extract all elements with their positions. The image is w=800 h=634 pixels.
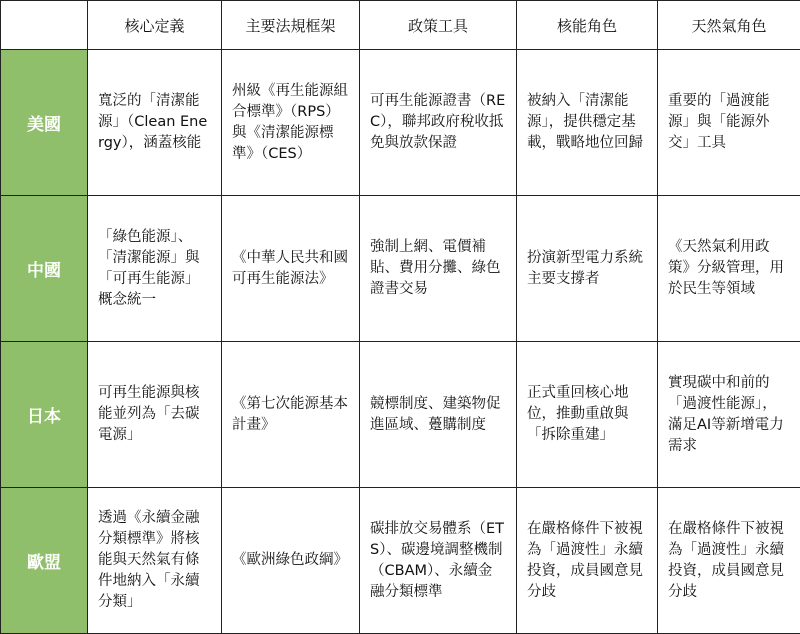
cell-legal-framework: 《第七次能源基本計畫》	[222, 342, 360, 488]
region-label: 歐盟	[1, 488, 88, 634]
cell-legal-framework: 《中華人民共和國可再生能源法》	[222, 196, 360, 342]
region-label: 日本	[1, 342, 88, 488]
header-legal-framework: 主要法規框架	[222, 1, 360, 50]
header-row	[1, 1, 800, 50]
region-label: 美國	[1, 50, 88, 196]
cell-policy-tools: 碳排放交易體系（ETS）、碳邊境調整機制（CBAM）、永續金融分類標準	[360, 488, 517, 634]
cell-core-definition: 寬泛的「清潔能源」（Clean Energy），涵蓋核能	[88, 50, 222, 196]
cell-legal-framework: 《歐洲綠色政綱》	[222, 488, 360, 634]
cell-nuclear-role: 扮演新型電力系統主要支撐者	[517, 196, 658, 342]
cell-core-definition: 透過《永續金融分類標準》將核能與天然氣有條件地納入「永續分類」	[88, 488, 222, 634]
cell-gas-role: 實現碳中和前的「過渡性能源」，滿足AI等新增電力需求	[658, 342, 800, 488]
cell-gas-role: 《天然氣利用政策》分級管理，用於民生等領域	[658, 196, 800, 342]
cell-policy-tools: 競標制度、建築物促進區域、躉購制度	[360, 342, 517, 488]
table-row	[1, 196, 800, 342]
table-row	[1, 50, 800, 196]
header-policy-tools: 政策工具	[360, 1, 517, 50]
cell-policy-tools: 強制上網、電價補貼、費用分攤、綠色證書交易	[360, 196, 517, 342]
cell-core-definition: 「綠色能源」、「清潔能源」與「可再生能源」概念統一	[88, 196, 222, 342]
cell-gas-role: 在嚴格條件下被視為「過渡性」永續投資，成員國意見分歧	[658, 488, 800, 634]
cell-legal-framework: 州級《再生能源組合標準》（RPS）與《清潔能源標準》（CES）	[222, 50, 360, 196]
header-gas-role: 天然氣角色	[658, 1, 800, 50]
table-row	[1, 342, 800, 488]
cell-nuclear-role: 在嚴格條件下被視為「過渡性」永續投資，成員國意見分歧	[517, 488, 658, 634]
header-core-definition: 核心定義	[88, 1, 222, 50]
region-label: 中國	[1, 196, 88, 342]
table-header	[1, 1, 800, 50]
table-body	[1, 50, 800, 634]
header-corner	[1, 1, 88, 50]
cell-nuclear-role: 被納入「清潔能源」，提供穩定基載，戰略地位回歸	[517, 50, 658, 196]
table-row	[1, 488, 800, 634]
cell-gas-role: 重要的「過渡能源」與「能源外交」工具	[658, 50, 800, 196]
cell-nuclear-role: 正式重回核心地位，推動重啟與「拆除重建」	[517, 342, 658, 488]
cell-policy-tools: 可再生能源證書（REC），聯邦政府稅收抵免與放款保證	[360, 50, 517, 196]
cell-core-definition: 可再生能源與核能並列為「去碳電源」	[88, 342, 222, 488]
header-nuclear-role: 核能角色	[517, 1, 658, 50]
